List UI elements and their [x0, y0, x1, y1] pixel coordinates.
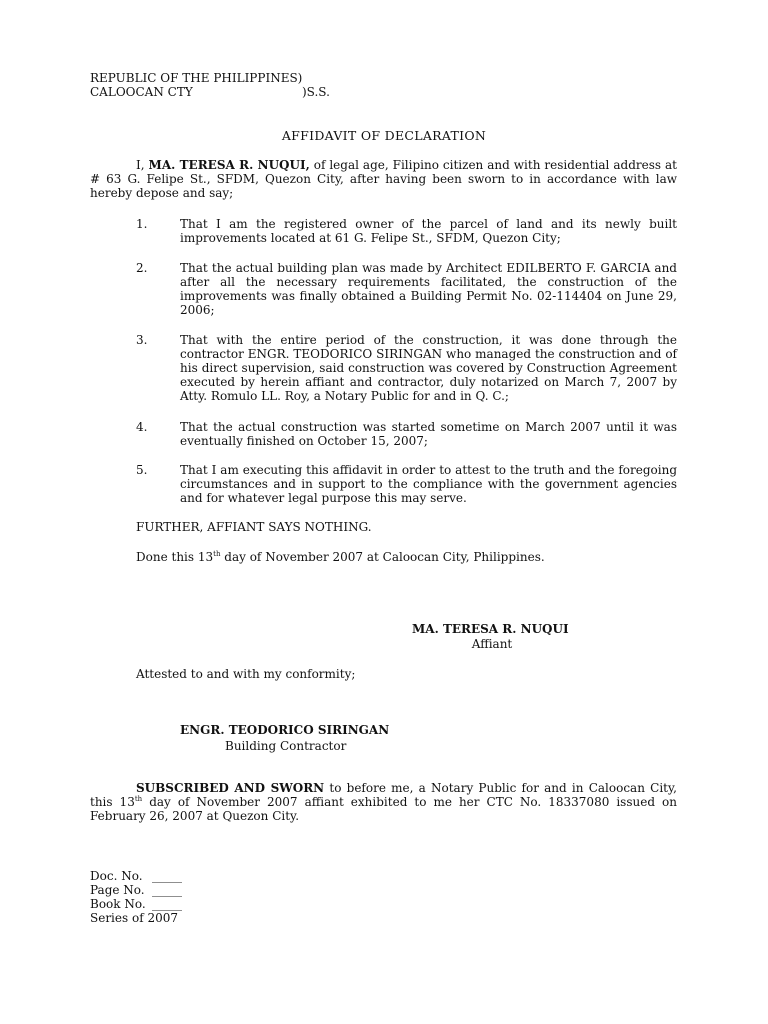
list-item	[136, 463, 677, 505]
book-no-row	[90, 897, 182, 911]
affiant-name: MA. TERESA R. NUQUI	[412, 622, 569, 636]
document-title: AFFIDAVIT OF DECLARATION	[281, 128, 487, 143]
jurat-text-1: to before me, a Notary Public for and in Caloocan City, this 13	[90, 781, 677, 809]
list-item	[136, 420, 677, 448]
page-no-blank: _____	[152, 883, 182, 897]
notarial-register	[90, 869, 182, 925]
list-item-number: 2.	[136, 261, 148, 275]
list-item-text: That the actual building plan was made by Architect EDILBERTO F. GARCIA and after all the necessary requirements facilitated, the construction of the improvements was finally obtained a Building Permit No. 02-114404 on June 29, 2006;	[180, 261, 677, 317]
list-item-text: That I am executing this affidavit in order to attest to the truth and the foregoing circumstances and in support to the compliance with the government agencies and for whatever legal purpose this may serve.	[180, 463, 677, 505]
jurat-sup: th	[134, 795, 143, 803]
list-item-number: 1.	[136, 217, 148, 231]
book-no-label: Book No.	[90, 897, 146, 911]
affiant-name-inline: MA. TERESA R. NUQUI,	[148, 158, 310, 172]
page-no-label: Page No.	[90, 883, 145, 897]
affiant-role: Affiant	[471, 637, 513, 651]
venue-ss: )S.S.	[302, 85, 330, 99]
intro-text: of legal age, Filipino citizen and with residential address at # 63 G. Felipe St., SFDM, Quezon City, after having been sworn to in accordance with law hereby depose and say;	[90, 158, 677, 200]
contractor-name: ENGR. TEODORICO SIRINGAN	[180, 723, 390, 737]
list-item-number: 3.	[136, 333, 148, 347]
list-item-text: That I am the registered owner of the parcel of land and its newly built improvements located at 61 G. Felipe St., SFDM, Quezon City;	[180, 217, 677, 245]
list-item-text: That the actual construction was started sometime on March 2007 until it was eventually finished on October 15, 2007;	[180, 420, 677, 448]
done-pre: Done this 13	[136, 550, 214, 564]
page-no-row	[90, 883, 182, 897]
jurat-lead: SUBSCRIBED AND SWORN	[136, 781, 325, 795]
venue-country: REPUBLIC OF THE PHILIPPINES)	[90, 71, 303, 85]
done-post: day of November 2007 at Caloocan City, Philippines.	[224, 550, 545, 564]
notary-jurat	[90, 781, 677, 823]
venue-city: CALOOCAN CTY	[90, 85, 193, 99]
doc-no-row	[90, 869, 182, 883]
jurat-text-2: day of November 2007 affiant exhibited to me her CTC No. 18337080 issued on February 26, 2007 at Quezon City.	[90, 795, 677, 823]
contractor-role: Building Contractor	[225, 739, 347, 753]
affiant-signature-name	[412, 622, 569, 636]
series-row: Series of 2007	[90, 911, 178, 925]
intro-paragraph	[90, 158, 677, 200]
list-item	[136, 217, 677, 245]
attestation-line: Attested to and with my conformity;	[136, 667, 356, 681]
list-item-number: 5.	[136, 463, 148, 477]
further-statement: FURTHER, AFFIANT SAYS NOTHING.	[136, 520, 372, 534]
list-item	[136, 261, 677, 317]
done-sup: th	[213, 550, 221, 558]
intro-lead: I,	[136, 158, 145, 172]
book-no-blank: _____	[152, 897, 182, 911]
done-statement	[136, 550, 545, 564]
venue-caption	[90, 71, 390, 99]
list-item-text: That with the entire period of the construction, it was done through the contractor ENGR. TEODORICO SIRINGAN who managed the construction and of his direct supervision, said construction was covered by Construction Agreement executed by herein affiant and contractor, duly notarized on March 7, 2007 by Atty. Romulo LL. Roy, a Notary Public for and in Q. C.;	[180, 333, 677, 403]
doc-no-label: Doc. No.	[90, 869, 143, 883]
doc-no-blank: _____	[152, 869, 182, 883]
list-item	[136, 333, 677, 403]
venue-city-line	[90, 85, 390, 99]
contractor-signature-name	[180, 723, 389, 737]
list-item-number: 4.	[136, 420, 148, 434]
